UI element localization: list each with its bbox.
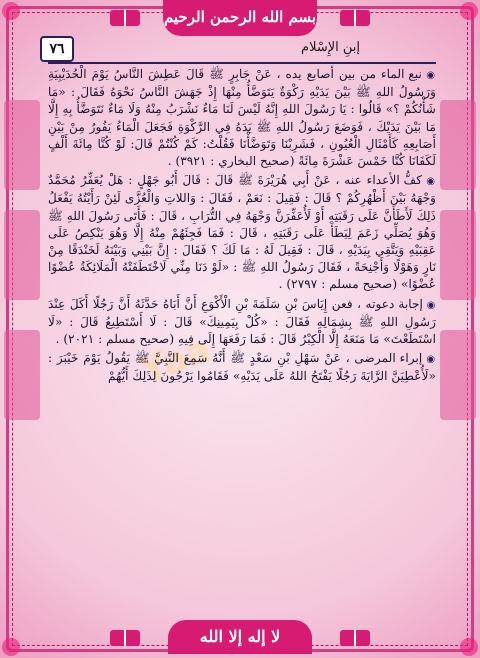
flower-icon-top-left	[2, 2, 20, 20]
flower-icon-bottom-right	[460, 638, 478, 656]
bottom-banner: لا إله إلا الله	[168, 620, 312, 654]
paragraph-healing: ◉ إبراء المرضى ، عَنْ سَهْلِ بْنِ سَعْدٍ ﷺ أَنَّهُ سَمِعَ النَّبِيَّ ﷺ يَقُولُ يَوْمَ خَيْبَرَ : «لَأُعْطِيَنَّ الرَّايَةَ رَجُلًا يَفْتَحُ اللهُ عَلَى يَدَيْهِ» فَقَامُوا يَرْجُونَ لِذَلِكَ أَيُّهُمْ	[48, 350, 436, 385]
header-divider	[48, 62, 436, 64]
page-number: ٧٦	[40, 36, 74, 62]
right-decor-tile-low	[440, 330, 476, 420]
book-icon-bottom-right	[340, 630, 370, 646]
top-banner: بسم الله الرحمن الرحيم	[163, 0, 317, 36]
book-icon-top-right	[340, 10, 370, 26]
left-decor-tile-mid	[4, 210, 40, 300]
paragraph-answered-prayer: ◉ إجابة دعوته ، فعن إِيَاسَ بْنِ سَلَمَةَ بْنِ الْأَكْوَعِ أَنَّ أَبَاهُ حَدَّثَهُ أَنَّ رَجُلًا أَكَلَ عِنْدَ رَسُولِ اللهِ ﷺ بِشِمَالِهِ فَقَالَ : «كُلْ بِيَمِينِكَ» قَالَ : لَا أَسْتَطِيعُ قَالَ : «لَا اسْتَطَعْتَ» مَا مَنَعَهُ إِلَّا الْكِبْرُ قَالَ : فَمَا رَفَعَهَا إِلَى فِيهِ (صحيح مسلم : ٢٠٢١) .	[48, 296, 436, 349]
paragraph-water-miracle: ◉ نبع الماء من بين أصابع يده ، عَنْ جَابِرٍ ﷺ قَالَ عَطِشَ النَّاسُ يَوْمَ الْحُدَيْبِيَةِ وَرَسُولُ اللهِ ﷺ بَيْنَ يَدَيْهِ رَكْوَةٌ يَتَوَضَّأُ مِنْهَا إِذْ جَهَشَ النَّاسُ نَحْوَهُ فَقَالَ : «مَا شَأْنُكُمْ ؟» قَالُوا : يَا رَسُولَ اللهِ إِنَّهُ لَيْسَ لَنَا مَاءٌ نَشْرَبُ مِنْهُ وَلَا مَاءٌ نَتَوَضَّأُ بِهِ إِلَّا مَا بَيْنَ يَدَيْكَ ، فَوَضَعَ رَسُولُ اللهِ ﷺ يَدَهُ فِي الرَّكْوَةِ فَجَعَلَ الْمَاءُ يَفُورُ مِنْ بَيْنِ أَصَابِعِهِ كَأَمْثَالِ الْعُيُونِ ، فَشَرِبْنَا وَتَوَضَّأْنَا فَقُلْتُ: كَمْ كُنْتُمْ قَالَ: لَوْ كُنَّا مِائَةَ أَلْفٍ لَكَفَانَا كُنَّا خَمْسَ عَشْرَةَ مِائَةً (صحيح البخاري : ٣٩٢١) .	[48, 66, 436, 170]
right-decor-tile-top	[440, 100, 476, 190]
book-icon-top-left	[110, 10, 140, 26]
paragraph-protection: ◉ كفُّ الأعداء عنه ، عَنْ أَبِي هُرَيْرَةَ ﷺ قَالَ : قَالَ أَبُو جَهْلٍ : هَلْ يُعَفِّرُ مُحَمَّدٌ وَجْهَهُ بَيْنَ أَظْهُرِكُمْ ؟ قَالَ : فَقِيلَ : نَعَمْ ، فَقَالَ : وَاللاتِ وَالْعُزَّى لَئِنْ رَأَيْتُهُ يَفْعَلُ ذَلِكَ لَأَطَأَنَّ عَلَى رَقَبَتِهِ أَوْ لَأُعَفِّرَنَّ وَجْهَهُ فِي التُّرَابِ ، قَالَ : فَأَتَى رَسُولَ اللهِ ﷺ وَهُوَ يُصَلِّي زَعَمَ لِيَطَأَ عَلَى رَقَبَتِهِ ، قَالَ : فَمَا فَجِئَهُمْ مِنْهُ إِلَّا وَهُوَ يَنْكِصُ عَلَى عَقِبَيْهِ وَيَتَّقِي بِيَدَيْهِ ، قَالَ : فَقِيلَ لَهُ : مَا لَكَ ؟ فَقَالَ : إِنَّ بَيْنِي وَبَيْنَهُ لَخَنْدَقًا مِنْ نَارٍ وَهَوْلًا وَأَجْنِحَةً ، فَقَالَ رَسُولُ اللهِ ﷺ : «لَوْ دَنَا مِنِّي لَاخْتَطَفَتْهُ الْمَلَائِكَةُ عُضْوًا عُضْوًا» (صحيح مسلم : ٢٧٩٧) .	[48, 172, 436, 293]
watermark: Yaa	[135, 329, 217, 392]
text-body	[48, 66, 436, 616]
flower-icon-bottom-left	[2, 638, 20, 656]
right-decor-tile-mid	[440, 210, 476, 300]
flower-icon-top-right	[460, 2, 478, 20]
left-decor-tile-top	[4, 100, 40, 190]
book-title: إبنِ الإِسْلام	[301, 40, 360, 55]
book-icon-bottom-left	[110, 630, 140, 646]
left-decor-tile-low	[4, 330, 40, 420]
